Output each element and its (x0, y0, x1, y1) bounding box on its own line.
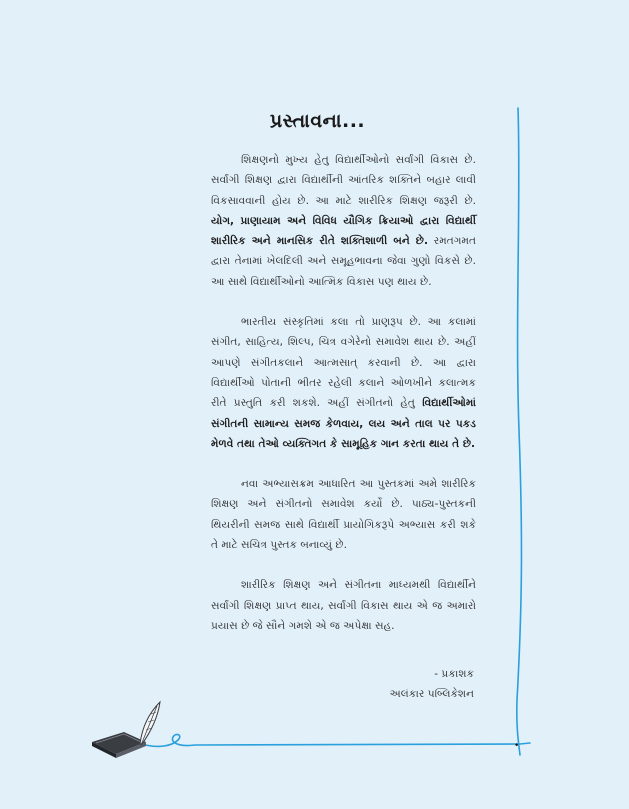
paragraph-4 (211, 575, 476, 636)
paragraph-text: રમતગમત દ્વારા તેનામાં ખેલદિલી અને સમૂહભાવના જેવા ગુણો વિકસે છે. આ સાથે વિદ્યાર્થીઓનો આત્મિક વિકાસ પણ થાય છે. (211, 235, 476, 288)
paragraph-bold-text: યોગ, પ્રાણાયામ અને વિવિધ યૌગિક ક્રિયાઓ દ્વારા વિદ્યાર્થી શારીરિક અને માનસિક રીતે શક્તિશાળી બને છે. (211, 214, 476, 248)
paragraph-text: ભારતીય સંસ્કૃતિમાં કલા તો પ્રાણરૂપ છે. આ કલામાં સંગીત, સાહિત્ય, શિલ્પ, ચિત્ર વગેરેનો સમાવેશ થાય છે. અહીં આપણે સંગીતકલાને આત્મસાત્ કરવાની છે. આ દ્વારા વિદ્યાર્થીઓ પોતાની ભીતર રહેલી કલાને ઓળખીને કલાત્મક રીતે પ્રસ્તુતિ કરી શકશે. અહીં સંગીતનો હેતુ (211, 316, 476, 410)
paragraph-text: શિક્ષણનો મુખ્ય હેતુ વિદ્યાર્થીઓનો સર્વાંગી વિકાસ છે. સર્વાંગી શિક્ષણ દ્વારા વિદ્યાર્થીની આંતરિક શક્તિને બહાર લાવી વિકસાવવાની હોય છે. આ માટે શારીરિક શિક્ષણ જરૂરી છે. (211, 154, 476, 207)
quill-feather-icon (140, 702, 160, 745)
bottom-rule (145, 734, 530, 746)
margin-line (517, 108, 522, 755)
book-icon (92, 732, 146, 758)
publisher-name: અલંકાર પબ્લિકેશન (389, 688, 474, 700)
page-title: પ્રસ્તાવના... (269, 110, 366, 132)
page-number: • (514, 741, 520, 751)
paragraph-bold-text: વિદ્યાર્થીઓમાં સંગીતની સામાન્ય સમજ કેળવાય, લય અને તાલ પર પકડ મેળવે તથા તેઓ વ્યક્તિગત કે સામૂહિક ગાન કરતા થાય તે છે. (211, 397, 476, 450)
paragraph-text: નવા અભ્યાસક્રમ આધારિત આ પુસ્તકમાં અમે શારીરિક શિક્ષણ અને સંગીતનો સમાવેશ કર્યો છે. પાઠ્ય-પુસ્તકની થિયરીની સમજ સાથે વિદ્યાર્થી પ્રાયોગિકરૂપે અભ્યાસ કરી શકે તે માટે સચિત્ર પુસ્તક બનાવ્યું છે. (211, 478, 476, 552)
paragraph-3 (211, 474, 476, 555)
paragraph-1 (211, 150, 476, 292)
paragraph-2 (211, 312, 476, 454)
publisher-role: - પ્રકાશક (434, 668, 474, 680)
paragraph-text: શારીરિક શિક્ષણ અને સંગીતના માધ્યમથી વિદ્યાર્થીને સર્વાંગી શિક્ષણ પ્રાપ્ત થાય, સર્વાંગી વિકાસ થાય એ જ અમારો પ્રયાસ છે જે સૌને ગમશે એ જ અપેક્ષા સહ. (211, 579, 476, 632)
preface-body (211, 150, 476, 656)
